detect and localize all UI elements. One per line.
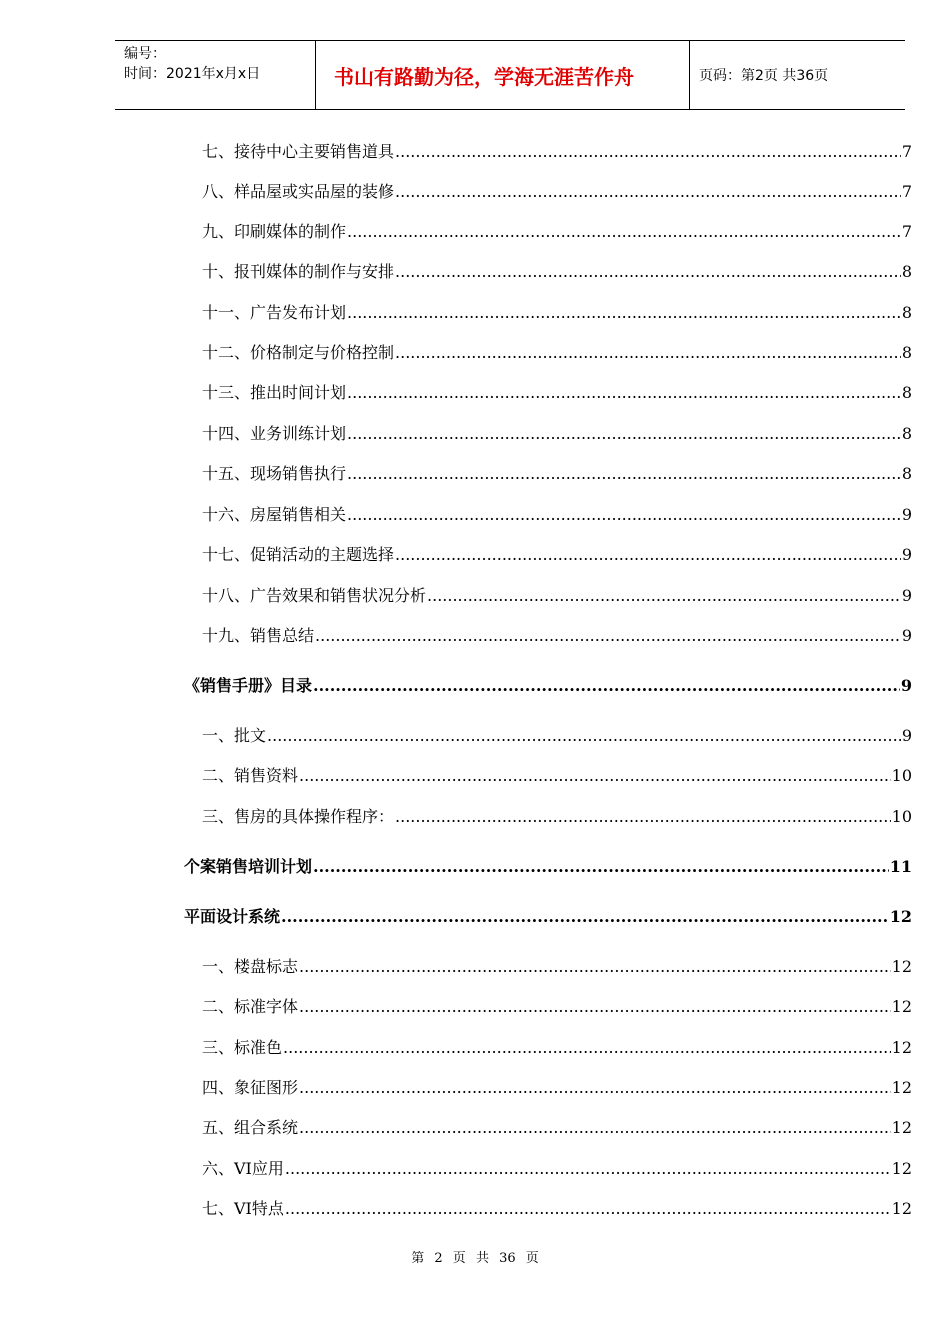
toc-entry-page: 8 bbox=[901, 262, 912, 281]
toc-entry-page: 8 bbox=[901, 464, 912, 483]
footer-ye: 页 bbox=[452, 1251, 466, 1266]
toc-entry-page: 12 bbox=[891, 957, 912, 976]
header-meta bbox=[115, 41, 316, 109]
toc-dot-leader bbox=[299, 957, 891, 976]
toc-entry-page: 9 bbox=[900, 676, 912, 695]
toc-entry[interactable] bbox=[202, 340, 912, 363]
toc-entry-page: 12 bbox=[891, 1038, 912, 1057]
toc-entry-page: 12 bbox=[891, 1078, 912, 1097]
toc-entry[interactable] bbox=[202, 583, 912, 606]
toc-entry-page: 7 bbox=[901, 142, 912, 161]
toc-dot-leader bbox=[285, 1159, 891, 1178]
toc-entry[interactable] bbox=[202, 380, 912, 403]
toc-entry-page: 8 bbox=[901, 303, 912, 322]
footer-di: 第 bbox=[411, 1251, 425, 1266]
toc-dot-leader bbox=[299, 766, 891, 785]
toc-dot-leader bbox=[395, 182, 901, 201]
toc-dot-leader bbox=[299, 997, 891, 1016]
toc-entry-label: 八、样品屋或实品屋的装修 bbox=[202, 182, 395, 201]
toc-entry-label: 一、批文 bbox=[202, 726, 267, 745]
toc-entry-page: 12 bbox=[891, 1199, 912, 1218]
toc-entry[interactable] bbox=[202, 623, 912, 646]
toc-dot-leader bbox=[313, 676, 900, 695]
toc-dot-leader bbox=[395, 142, 901, 161]
toc-entry-label: 十八、广告效果和销售状况分析 bbox=[202, 586, 427, 605]
footer-ye2: 页 bbox=[525, 1251, 539, 1266]
toc-dot-leader bbox=[299, 1078, 891, 1097]
toc-entry[interactable] bbox=[202, 300, 912, 323]
toc-entry[interactable] bbox=[202, 502, 912, 525]
toc-dot-leader bbox=[283, 1038, 891, 1057]
toc-entry-page: 8 bbox=[901, 343, 912, 362]
toc-entry-label: 十六、房屋销售相关 bbox=[202, 505, 347, 524]
toc-entry-page: 7 bbox=[901, 182, 912, 201]
toc-entry-label: 个案销售培训计划 bbox=[184, 857, 313, 876]
toc-entry-label: 平面设计系统 bbox=[184, 907, 281, 926]
toc-dot-leader bbox=[347, 383, 901, 402]
page-footer bbox=[0, 1247, 950, 1266]
toc-entry-label: 十四、业务训练计划 bbox=[202, 424, 347, 443]
toc-entry[interactable] bbox=[202, 461, 912, 484]
toc-dot-leader bbox=[347, 424, 901, 443]
toc-entry[interactable] bbox=[184, 904, 912, 927]
page-header bbox=[115, 40, 905, 110]
toc-dot-leader bbox=[285, 1199, 891, 1218]
toc-dot-leader bbox=[299, 1118, 891, 1137]
toc-entry-label: 十、报刊媒体的制作与安排 bbox=[202, 262, 395, 281]
toc-entry-label: 五、组合系统 bbox=[202, 1118, 299, 1137]
footer-page-no: 2 bbox=[434, 1251, 443, 1266]
toc-entry-label: 四、象征图形 bbox=[202, 1078, 299, 1097]
toc-entry[interactable] bbox=[202, 421, 912, 444]
toc-dot-leader bbox=[267, 726, 901, 745]
toc-entry-page: 7 bbox=[901, 222, 912, 241]
toc-dot-leader bbox=[281, 907, 889, 926]
time-label: 时间：2021年x月x日 bbox=[124, 66, 261, 82]
toc-entry-label: 十一、广告发布计划 bbox=[202, 303, 347, 322]
toc-entry[interactable] bbox=[202, 219, 912, 242]
toc-entry[interactable] bbox=[202, 179, 912, 202]
toc-entry-label: 十二、价格制定与价格控制 bbox=[202, 343, 395, 362]
toc-entry-label: 十七、促销活动的主题选择 bbox=[202, 545, 395, 564]
toc-entry[interactable] bbox=[202, 1156, 912, 1179]
toc-entry[interactable] bbox=[184, 854, 912, 877]
toc-entry-page: 12 bbox=[891, 1118, 912, 1137]
toc-entry[interactable] bbox=[202, 994, 912, 1017]
toc-entry-label: 二、标准字体 bbox=[202, 997, 299, 1016]
toc-entry-label: 十三、推出时间计划 bbox=[202, 383, 347, 402]
toc-entry[interactable] bbox=[202, 1115, 912, 1138]
toc-dot-leader bbox=[395, 343, 901, 362]
toc-entry-page: 9 bbox=[901, 726, 912, 745]
toc-entry-page: 8 bbox=[901, 424, 912, 443]
toc-entry-page: 8 bbox=[901, 383, 912, 402]
code-label: 编号： bbox=[124, 46, 166, 62]
toc-entry-label: 九、印刷媒体的制作 bbox=[202, 222, 347, 241]
toc-entry-label: 十五、现场销售执行 bbox=[202, 464, 347, 483]
toc-entry[interactable] bbox=[202, 723, 912, 746]
toc-entry[interactable] bbox=[202, 763, 912, 786]
toc-entry-page: 11 bbox=[889, 857, 912, 876]
toc-dot-leader bbox=[347, 505, 901, 524]
toc-entry-label: 三、售房的具体操作程序： bbox=[202, 807, 395, 826]
toc-entry[interactable] bbox=[202, 542, 912, 565]
toc-entry-page: 9 bbox=[901, 505, 912, 524]
toc-entry-page: 9 bbox=[901, 545, 912, 564]
toc-entry-label: 《销售手册》目录 bbox=[184, 676, 313, 695]
toc-dot-leader bbox=[313, 857, 889, 876]
toc-entry-page: 12 bbox=[891, 1159, 912, 1178]
toc-entry[interactable] bbox=[202, 1075, 912, 1098]
toc-entry[interactable] bbox=[202, 139, 912, 162]
toc-entry-label: 七、接待中心主要销售道具 bbox=[202, 142, 395, 161]
toc-entry[interactable] bbox=[202, 804, 912, 827]
toc-entry-page: 12 bbox=[891, 997, 912, 1016]
toc-dot-leader bbox=[347, 222, 901, 241]
toc-entry-label: 六、VI应用 bbox=[202, 1159, 284, 1178]
header-page-info: 页码：第2页 共36页 bbox=[699, 68, 829, 84]
toc-entry-label: 七、VI特点 bbox=[202, 1199, 284, 1218]
toc-entry-page: 9 bbox=[901, 626, 912, 645]
toc-entry-label: 一、楼盘标志 bbox=[202, 957, 299, 976]
toc-entry-label: 三、标准色 bbox=[202, 1038, 283, 1057]
toc-entry[interactable] bbox=[202, 1196, 912, 1219]
toc-entry-page: 9 bbox=[901, 586, 912, 605]
toc-entry-label: 二、销售资料 bbox=[202, 766, 299, 785]
header-motto: 书山有路勤为径，学海无涯苦作舟 bbox=[316, 41, 690, 109]
toc-entry[interactable] bbox=[202, 1035, 912, 1058]
toc-entry-label: 十九、销售总结 bbox=[202, 626, 315, 645]
toc-dot-leader bbox=[395, 545, 901, 564]
footer-total: 36 bbox=[499, 1251, 516, 1266]
toc-dot-leader bbox=[395, 807, 891, 826]
footer-gong: 共 bbox=[475, 1251, 489, 1266]
toc-entry[interactable] bbox=[202, 259, 912, 282]
toc-dot-leader bbox=[315, 626, 901, 645]
toc-entry-page: 12 bbox=[889, 907, 912, 926]
toc-entry[interactable] bbox=[184, 673, 912, 696]
toc-dot-leader bbox=[347, 303, 901, 322]
toc-dot-leader bbox=[395, 262, 901, 281]
toc-entry[interactable] bbox=[202, 954, 912, 977]
toc-entry-page: 10 bbox=[891, 766, 912, 785]
toc-dot-leader bbox=[427, 586, 901, 605]
toc-dot-leader bbox=[347, 464, 901, 483]
toc-entry-page: 10 bbox=[891, 807, 912, 826]
